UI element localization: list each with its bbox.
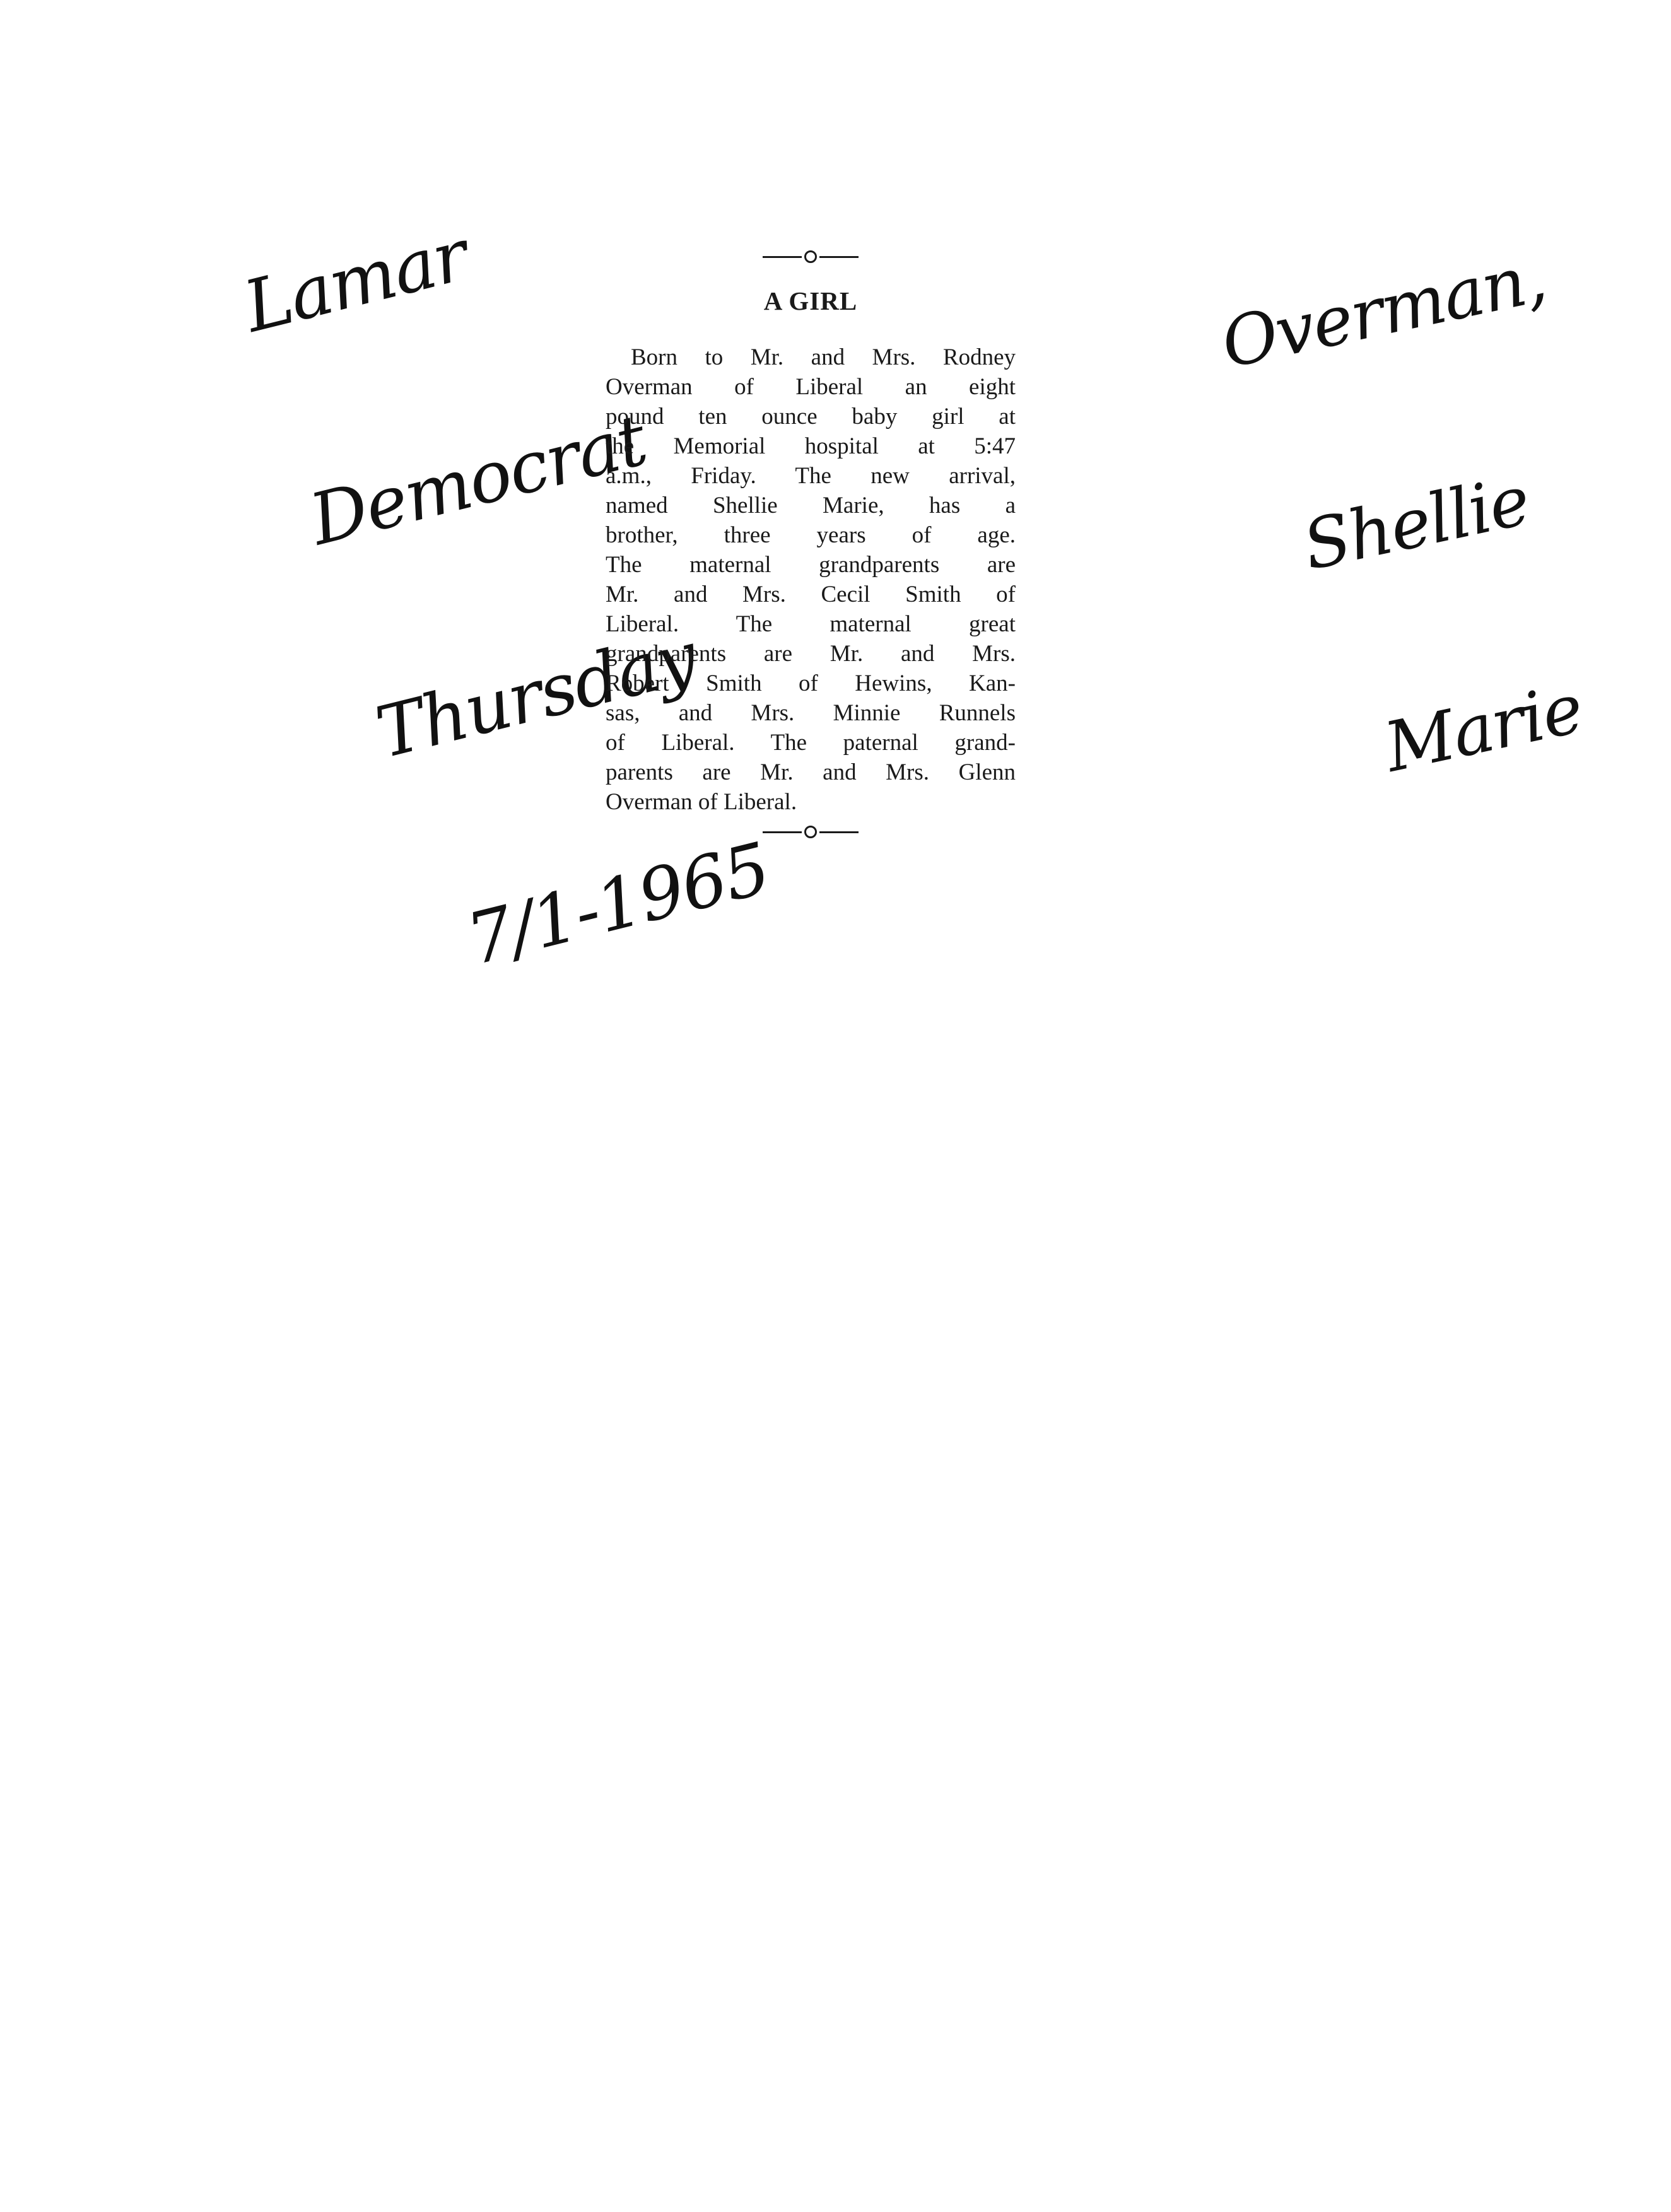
article-line: Robert Smith of Hewins, Kan- [606,670,1016,696]
article-line: brother, three years of age. [606,522,1016,548]
separator-circle-icon [804,250,817,263]
handwritten-line: Lamar [236,214,476,349]
article-body [606,342,1016,817]
article-line: The maternal grandparents are [606,552,1016,578]
top-separator [606,243,1016,268]
separator-circle-icon [804,826,817,838]
article-line: grandparents are Mr. and Mrs. [606,641,1016,667]
article-line: Overman of Liberal an eight [606,374,1016,400]
separator-dash [763,831,802,833]
article-line: Born to Mr. and Mrs. Rodney [631,344,1016,370]
separator-dash [763,256,802,258]
handwritten-line: Democrat [302,399,654,562]
article-line: the Memorial hospital at 5:47 [606,433,1016,459]
article-line: of Liberal. The paternal grand- [606,730,1016,756]
bottom-separator [606,818,1016,843]
article-line: Mr. and Mrs. Cecil Smith of [606,582,1016,607]
article-line: pound ten ounce baby girl at [606,404,1016,430]
handwritten-name-note [1186,102,1589,788]
handwritten-line: Marie [1378,669,1589,788]
handwritten-line: Thursday [368,616,704,775]
newspaper-clipping [606,243,1016,843]
article-line: sas, and Mrs. Minnie Runnels [606,700,1016,726]
article-line: named Shellie Marie, has a [606,493,1016,518]
article-line: a.m., Friday. The new arrival, [606,463,1016,489]
article-line: Liberal. The maternal great [606,611,1016,637]
article-line: parents are Mr. and Mrs. Glenn [606,759,1016,785]
article-line: Overman of Liberal. [606,789,797,815]
handwritten-line: Overman, [1214,238,1552,384]
separator-dash [819,831,859,833]
handwritten-line: 7/1-1965 [459,827,777,981]
separator-dash [819,256,859,258]
article-headline: A GIRL [763,286,858,315]
handwritten-line: Shellie [1296,461,1536,586]
